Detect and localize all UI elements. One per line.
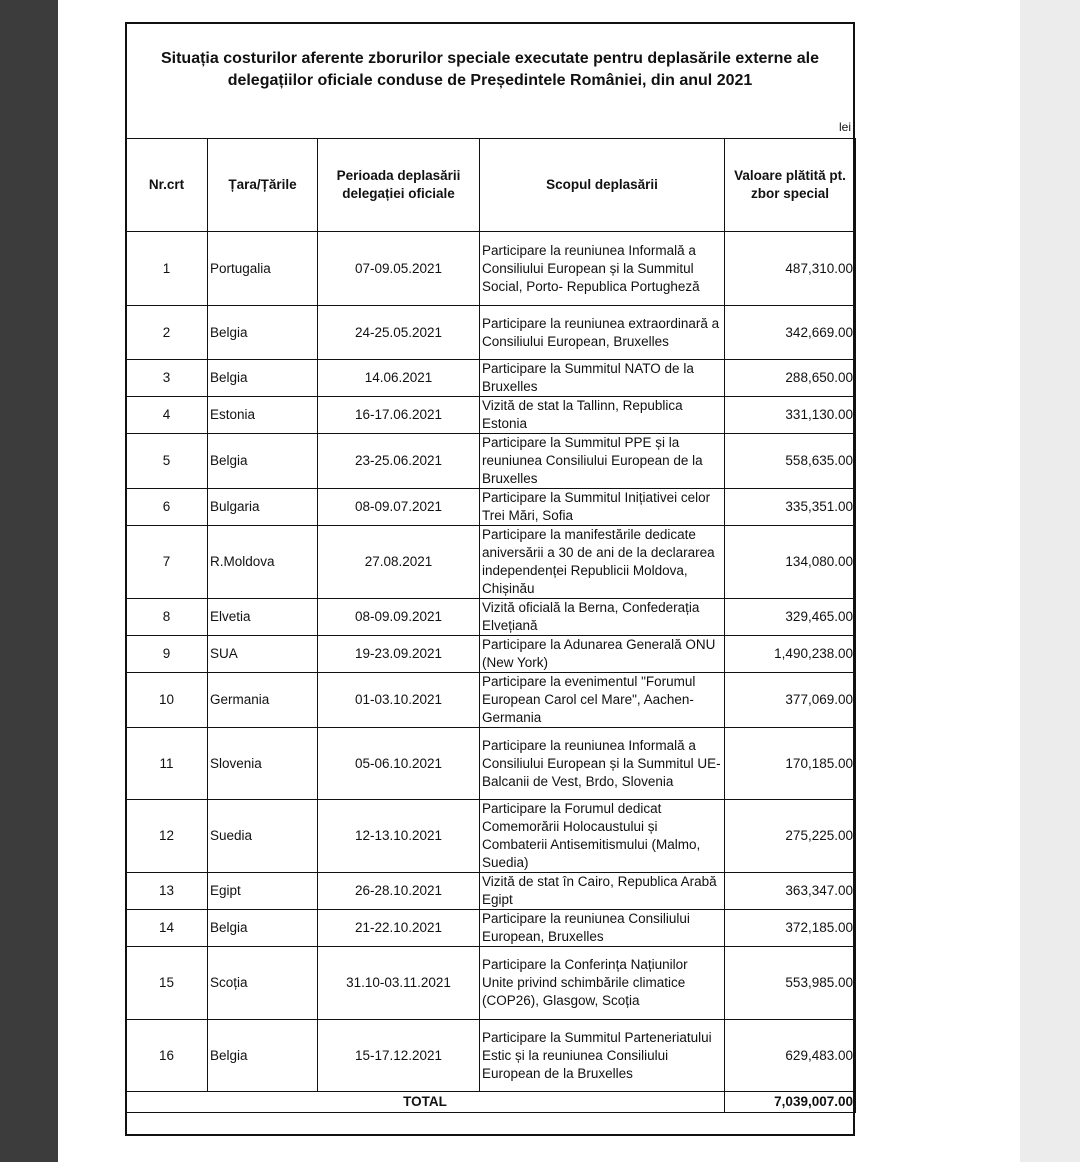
cell-country: Portugalia — [208, 232, 318, 306]
cell-nr: 5 — [126, 434, 208, 489]
header-period: Perioada deplasării delegației oficiale — [318, 139, 480, 232]
cell-period: 15-17.12.2021 — [318, 1020, 480, 1092]
header-value: Valoare plătită pt. zbor special — [725, 139, 856, 232]
cell-country: R.Moldova — [208, 526, 318, 599]
cell-period: 01-03.10.2021 — [318, 673, 480, 728]
scan-background-left — [0, 0, 58, 1162]
cell-country: SUA — [208, 636, 318, 673]
currency-unit: lei — [838, 120, 851, 134]
table-row — [126, 636, 856, 673]
cell-country: Slovenia — [208, 728, 318, 800]
cell-nr: 14 — [126, 910, 208, 947]
cell-country: Belgia — [208, 306, 318, 360]
cell-nr: 9 — [126, 636, 208, 673]
cell-nr: 1 — [126, 232, 208, 306]
total-row — [126, 1092, 856, 1113]
table-row — [126, 673, 856, 728]
cell-nr: 10 — [126, 673, 208, 728]
total-label: TOTAL — [126, 1092, 725, 1113]
cell-period: 26-28.10.2021 — [318, 873, 480, 910]
cell-scope: Participare la Summitul Inițiativei celor Trei Mări, Sofia — [480, 489, 725, 526]
cell-period: 05-06.10.2021 — [318, 728, 480, 800]
cell-period: 07-09.05.2021 — [318, 232, 480, 306]
header-country: Țara/Țările — [208, 139, 318, 232]
cell-value: 275,225.00 — [725, 800, 856, 873]
cell-nr: 12 — [126, 800, 208, 873]
cell-scope: Vizită oficială la Berna, Confederația Elvețiană — [480, 599, 725, 636]
cell-period: 08-09.09.2021 — [318, 599, 480, 636]
cell-scope: Participare la reuniunea Consiliului European, Bruxelles — [480, 910, 725, 947]
cell-country: Egipt — [208, 873, 318, 910]
cell-period: 12-13.10.2021 — [318, 800, 480, 873]
table-row — [126, 434, 856, 489]
scan-background-right — [1020, 0, 1080, 1162]
cell-nr: 3 — [126, 360, 208, 397]
cell-nr: 13 — [126, 873, 208, 910]
cell-nr: 6 — [126, 489, 208, 526]
cell-scope: Participare la Summitul PPE și la reuniunea Consiliului European de la Bruxelles — [480, 434, 725, 489]
table-row — [126, 728, 856, 800]
table-row — [126, 397, 856, 434]
header-scope: Scopul deplasării — [480, 139, 725, 232]
cell-country: Belgia — [208, 434, 318, 489]
document-title: Situația costurilor aferente zborurilor speciale executate pentru deplasările externe ale delegațiilor oficiale conduse de Președintele României, din anul 2021 — [160, 50, 819, 89]
table-row — [126, 800, 856, 873]
table-row — [126, 489, 856, 526]
cell-scope: Participare la Summitul Parteneriatului Estic și la reuniunea Consiliului European de la Bruxelles — [480, 1020, 725, 1092]
cell-scope: Participare la Summitul NATO de la Bruxelles — [480, 360, 725, 397]
cell-period: 27.08.2021 — [318, 526, 480, 599]
cell-value: 1,490,238.00 — [725, 636, 856, 673]
cell-value: 372,185.00 — [725, 910, 856, 947]
cell-scope: Participare la Conferința Națiunilor Unite privind schimbările climatice (COP26), Glasgow, Scoția — [480, 947, 725, 1020]
cell-scope: Participare la evenimentul "Forumul European Carol cel Mare", Aachen- Germania — [480, 673, 725, 728]
cell-period: 31.10-03.11.2021 — [318, 947, 480, 1020]
table-row — [126, 306, 856, 360]
cell-nr: 11 — [126, 728, 208, 800]
cell-value: 487,310.00 — [725, 232, 856, 306]
cell-scope: Participare la reuniunea Informală a Consiliului European și la Summitul UE-Balcanii de Vest, Brdo, Slovenia — [480, 728, 725, 800]
cell-scope: Vizită de stat la Tallinn, Republica Estonia — [480, 397, 725, 434]
table-row — [126, 360, 856, 397]
cell-scope: Participare la Adunarea Generală ONU (New York) — [480, 636, 725, 673]
cell-country: Elvetia — [208, 599, 318, 636]
cell-nr: 8 — [126, 599, 208, 636]
cell-country: Belgia — [208, 1020, 318, 1092]
cell-value: 553,985.00 — [725, 947, 856, 1020]
document-page — [58, 0, 1020, 1162]
table-row — [126, 526, 856, 599]
cell-period: 16-17.06.2021 — [318, 397, 480, 434]
table-row — [126, 232, 856, 306]
cell-period: 21-22.10.2021 — [318, 910, 480, 947]
cell-period: 08-09.07.2021 — [318, 489, 480, 526]
cell-nr: 15 — [126, 947, 208, 1020]
cell-country: Germania — [208, 673, 318, 728]
cell-value: 335,351.00 — [725, 489, 856, 526]
cell-period: 14.06.2021 — [318, 360, 480, 397]
table-body — [126, 232, 856, 1113]
cell-period: 24-25.05.2021 — [318, 306, 480, 360]
table-row — [126, 599, 856, 636]
title-box — [127, 24, 853, 138]
costs-table — [125, 138, 856, 1113]
cell-value: 377,069.00 — [725, 673, 856, 728]
table-row — [126, 873, 856, 910]
cell-scope: Vizită de stat în Cairo, Republica Arabă Egipt — [480, 873, 725, 910]
cell-value: 170,185.00 — [725, 728, 856, 800]
cell-value: 629,483.00 — [725, 1020, 856, 1092]
cell-value: 331,130.00 — [725, 397, 856, 434]
cell-country: Scoția — [208, 947, 318, 1020]
total-value: 7,039,007.00 — [725, 1092, 856, 1113]
cell-scope: Participare la manifestările dedicate aniversării a 30 de ani de la declararea independenței Republicii Moldova, Chișinău — [480, 526, 725, 599]
table-row — [126, 910, 856, 947]
cell-value: 342,669.00 — [725, 306, 856, 360]
cell-nr: 4 — [126, 397, 208, 434]
cell-nr: 2 — [126, 306, 208, 360]
cell-value: 363,347.00 — [725, 873, 856, 910]
cell-value: 134,080.00 — [725, 526, 856, 599]
cell-nr: 7 — [126, 526, 208, 599]
table-row — [126, 947, 856, 1020]
cell-period: 19-23.09.2021 — [318, 636, 480, 673]
cell-scope: Participare la reuniunea Informală a Consiliului European și la Summitul Social, Porto- Republica Portugheză — [480, 232, 725, 306]
cell-country: Belgia — [208, 910, 318, 947]
cell-country: Bulgaria — [208, 489, 318, 526]
table-header-row — [126, 139, 856, 232]
cell-scope: Participare la reuniunea extraordinară a Consiliului European, Bruxelles — [480, 306, 725, 360]
table-frame — [125, 22, 855, 1136]
cell-scope: Participare la Forumul dedicat Comemorării Holocaustului și Combaterii Antisemitismului (Malmo, Suedia) — [480, 800, 725, 873]
cell-country: Estonia — [208, 397, 318, 434]
cell-value: 288,650.00 — [725, 360, 856, 397]
cell-value: 329,465.00 — [725, 599, 856, 636]
cell-nr: 16 — [126, 1020, 208, 1092]
cell-country: Suedia — [208, 800, 318, 873]
header-nr: Nr.crt — [126, 139, 208, 232]
cell-value: 558,635.00 — [725, 434, 856, 489]
cell-period: 23-25.06.2021 — [318, 434, 480, 489]
cell-country: Belgia — [208, 360, 318, 397]
table-row — [126, 1020, 856, 1092]
